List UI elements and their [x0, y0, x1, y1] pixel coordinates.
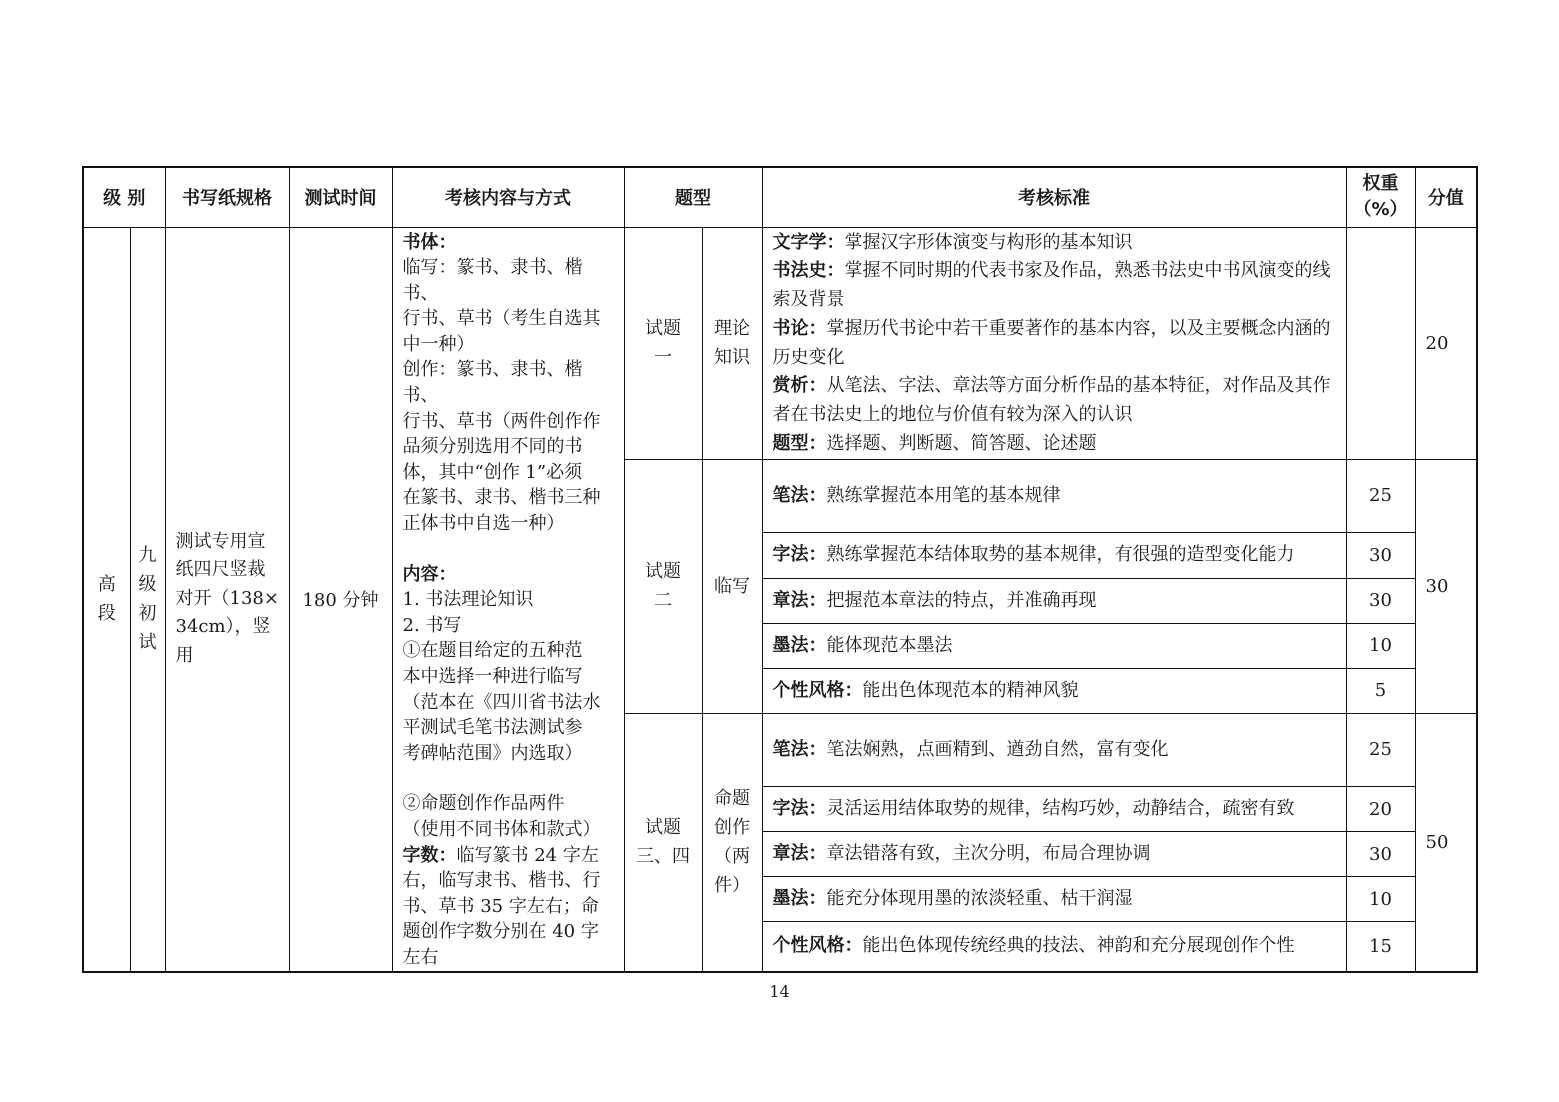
q-type-line: （两 [714, 846, 750, 868]
criterion-text: 笔法娴熟，点画精到、遒劲自然，富有变化 [826, 738, 1169, 760]
criterion-label: 书论： [772, 317, 827, 339]
level-sub-char: 初 [138, 603, 157, 625]
criterion-cell [762, 578, 1346, 623]
header-weight-line2: （%） [1353, 199, 1408, 221]
zishu-line [403, 843, 616, 869]
criterion-cell [762, 459, 1346, 532]
zishu-line: 书、草书 35 字左右；命 [402, 895, 599, 917]
spacer [403, 537, 616, 562]
criterion-text: 掌握历代书论中若干重要著作的基本内容，以及主要概念内涵的历史变化 [772, 317, 1331, 368]
criterion-text: 灵活运用结体取势的规律，结构巧妙，动静结合，疏密有致 [826, 797, 1295, 819]
weight-cell: 10 [1346, 877, 1415, 922]
spacer [403, 766, 616, 791]
weight-cell: 30 [1346, 532, 1415, 578]
criterion-cell [762, 832, 1346, 877]
zishu-line: 右，临写隶书、楷书、行 [402, 870, 601, 892]
header-paper-spec: 书写纸规格 [165, 167, 289, 227]
criterion-line [773, 229, 1338, 258]
q-label-line: 三、四 [636, 846, 690, 868]
q1-type-cell [702, 227, 762, 459]
neirong-line: （范本在《四川省书法水 [402, 691, 601, 713]
criterion-label: 书法史： [772, 260, 845, 282]
paper-line: 纸四尺竖裁 [175, 559, 266, 581]
weight-cell: 15 [1346, 922, 1415, 972]
paper-spec-cell [165, 227, 289, 972]
q-type-line: 命题 [714, 788, 750, 810]
header-score: 分值 [1415, 167, 1477, 227]
zishu-line: 题创作字数分别在 40 字 [402, 921, 599, 943]
header-question-type: 题型 [624, 167, 762, 227]
neirong-line: 平测试毛笔书法测试参 [402, 717, 583, 739]
header-weight-line1: 权重 [1362, 173, 1399, 195]
q1-weight-cell [1346, 227, 1415, 459]
criterion-text: 从笔法、字法、章法等方面分析作品的基本特征，对作品及其作者在书法史上的地位与价值有较为深入的认识 [772, 375, 1331, 426]
section-1-row [83, 227, 1477, 459]
criterion-label: 章法： [772, 842, 827, 864]
neirong-line: 2. 书写 [402, 614, 462, 636]
criterion-text: 熟练掌握范本结体取势的基本规律，有很强的造型变化能力 [826, 544, 1295, 566]
q-type-line: 知识 [714, 347, 750, 369]
assessment-table [82, 166, 1478, 973]
criterion-label: 题型： [772, 433, 827, 455]
q-type-line: 理论 [714, 318, 750, 340]
criterion-line [773, 315, 1338, 373]
criterion-label: 墨法： [772, 887, 827, 909]
neirong-line: 1. 书法理论知识 [402, 589, 534, 611]
header-test-time: 测试时间 [289, 167, 392, 227]
q2-score-cell: 30 [1415, 459, 1477, 713]
linxie-line: 行书、草书（考生自选其 [402, 308, 601, 330]
criterion-label: 个性风格： [772, 934, 863, 956]
criterion-text: 能出色体现传统经典的技法、神韵和充分展现创作个性 [862, 934, 1295, 956]
chuangzuo-line: 在篆书、隶书、楷书三种 [402, 487, 601, 509]
level-sub-char: 试 [138, 632, 157, 654]
header-weight [1346, 167, 1415, 227]
mingti-line: （使用不同书体和款式） [402, 818, 601, 840]
q-label-line: 二 [654, 590, 672, 612]
level-main-cell [83, 227, 130, 972]
criterion-label: 章法： [772, 589, 827, 611]
level-main-char: 段 [97, 603, 116, 625]
criterion-text: 掌握不同时期的代表书家及作品，熟悉书法史中书风演变的线索及背景 [772, 260, 1331, 311]
weight-cell: 30 [1346, 578, 1415, 623]
criterion-text: 章法错落有致，主次分明，布局合理协调 [826, 842, 1151, 864]
q1-standard-cell [762, 227, 1346, 459]
q3-type-cell [702, 713, 762, 971]
criterion-label: 文字学： [772, 231, 845, 253]
level-sub-char: 九 [138, 545, 157, 567]
zishu-line: 左右 [402, 946, 439, 968]
level-main-char: 高 [97, 574, 116, 596]
criterion-label: 赏析： [772, 375, 827, 397]
q1-score-cell: 20 [1415, 227, 1477, 459]
weight-cell: 10 [1346, 623, 1415, 668]
criterion-label: 笔法： [772, 738, 827, 760]
header-row [83, 167, 1477, 227]
criterion-cell [762, 877, 1346, 922]
q-type-line: 创作 [714, 817, 750, 839]
chuangzuo-line: 行书、草书（两件创作作 [402, 410, 601, 432]
q-label-line: 一 [654, 347, 672, 369]
linxie-line: 临写：篆书、隶书、楷书、 [402, 257, 583, 304]
q-type-line: 临写 [714, 575, 750, 597]
level-sub-cell [130, 227, 165, 972]
q-label-line: 试题 [645, 561, 681, 583]
criterion-text: 能体现范本墨法 [826, 634, 953, 656]
chuangzuo-line: 品须分别选用不同的书 [402, 436, 583, 458]
zishu-text: 临写篆书 24 字左 [456, 844, 599, 866]
criterion-text: 把握范本章法的特点，并准确再现 [826, 589, 1097, 611]
mingti-line: ②命题创作作品两件 [402, 793, 565, 815]
criterion-label: 字法： [772, 544, 827, 566]
linxie-line: 中一种） [402, 333, 475, 355]
weight-cell: 5 [1346, 668, 1415, 713]
header-content-method: 考核内容与方式 [392, 167, 624, 227]
chuangzuo-line: 正体书中自选一种） [402, 513, 565, 535]
q-type-line: 件） [714, 875, 750, 897]
criterion-label: 墨法： [772, 634, 827, 656]
criterion-cell [762, 532, 1346, 578]
criterion-label: 笔法： [772, 484, 827, 506]
level-sub-char: 级 [138, 574, 157, 596]
content-method-cell [392, 227, 624, 972]
test-time-cell: 180 分钟 [289, 227, 392, 972]
weight-cell: 20 [1346, 787, 1415, 832]
q-label-line: 试题 [645, 817, 681, 839]
criterion-line [773, 430, 1338, 459]
criterion-line [773, 257, 1338, 315]
chuangzuo-line: 创作：篆书、隶书、楷书、 [402, 359, 583, 407]
shuti-label: 书体： [402, 231, 457, 253]
criterion-cell [762, 713, 1346, 786]
header-standard: 考核标准 [762, 167, 1346, 227]
criterion-line [773, 372, 1338, 430]
criterion-text: 能充分体现用墨的浓淡轻重、枯干润湿 [826, 887, 1133, 909]
q1-label-cell [624, 227, 702, 459]
criterion-text: 能出色体现范本的精神风貌 [862, 679, 1079, 701]
criterion-cell [762, 922, 1346, 972]
neirong-line: ①在题目给定的五种范 [402, 640, 583, 662]
q-label-line: 试题 [645, 318, 681, 340]
neirong-line: 本中选择一种进行临写 [402, 666, 583, 687]
paper-line: 对开（138× [175, 587, 279, 609]
weight-cell: 25 [1346, 713, 1415, 786]
paper-line: 34cm），竖 [175, 616, 271, 638]
criterion-label: 个性风格： [772, 679, 863, 701]
neirong-line: 考碑帖范围》内选取） [402, 742, 583, 764]
criterion-cell [762, 668, 1346, 713]
q3-label-cell [624, 713, 702, 971]
weight-cell: 30 [1346, 832, 1415, 877]
paper-line: 用 [175, 644, 194, 666]
criterion-text: 选择题、判断题、简答题、论述题 [826, 433, 1097, 455]
neirong-label: 内容： [402, 563, 457, 585]
criterion-cell [762, 623, 1346, 668]
zishu-label: 字数： [402, 844, 457, 866]
q3-score-cell: 50 [1415, 713, 1477, 971]
page-number: 14 [769, 982, 790, 1001]
paper-line: 测试专用宣 [175, 530, 266, 552]
header-level: 级 别 [83, 167, 165, 227]
q2-type-cell [702, 459, 762, 713]
criterion-text: 掌握汉字形体演变与构形的基本知识 [844, 231, 1133, 253]
chuangzuo-line: 体，其中“创作 1”必须 [402, 461, 583, 483]
criterion-text: 熟练掌握范本用笔的基本规律 [826, 484, 1061, 506]
criterion-label: 字法： [772, 797, 827, 819]
weight-cell: 25 [1346, 459, 1415, 532]
criterion-cell [762, 787, 1346, 832]
q2-label-cell [624, 459, 702, 713]
